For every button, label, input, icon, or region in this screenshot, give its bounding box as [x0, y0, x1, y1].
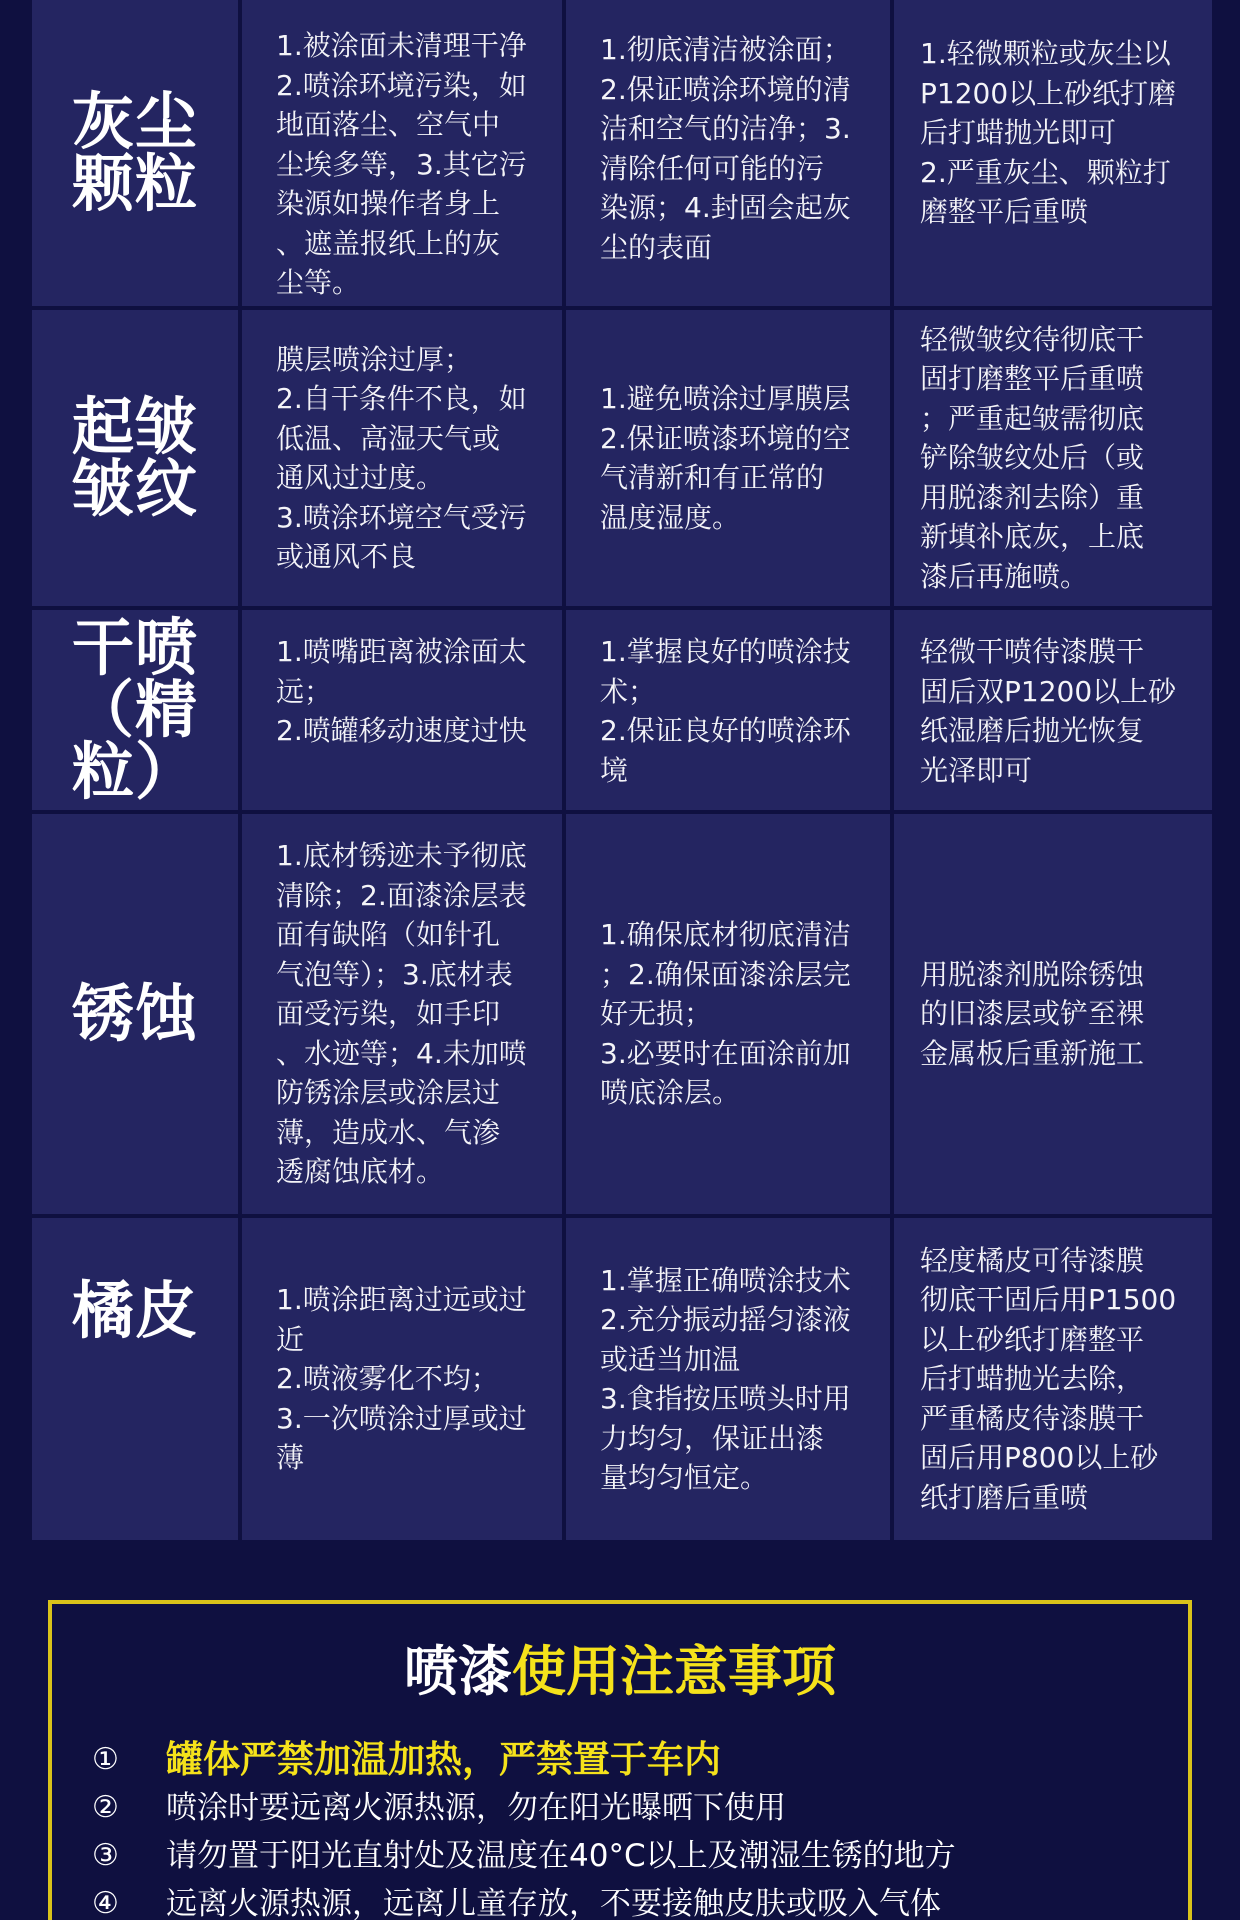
- remedy-cell: 1.轻微颗粒或灰尘以 P1200以上砂纸打磨 后打蜡抛光即可 2.严重灰尘、颗粒打 磨整平后重喷: [894, 0, 1212, 306]
- cause-cell: 膜层喷涂过厚； 2.自干条件不良，如 低温、高湿天气或 通风过过度。 3.喷涂环境空气受污 或通风不良: [242, 310, 562, 606]
- item-number: ④: [92, 1886, 119, 1920]
- defect-label: 灰尘 颗粒: [32, 0, 238, 306]
- cause-cell: 1.喷涂距离过远或过 近 2.喷液雾化不均； 3.一次喷涂过厚或过 薄: [242, 1218, 562, 1540]
- notice-item: [92, 1736, 1182, 1784]
- remedy-cell: 用脱漆剂脱除锈蚀 的旧漆层或铲至裸 金属板后重新施工: [894, 814, 1212, 1214]
- defect-label: 橘皮: [32, 1218, 238, 1540]
- remedy-cell: 轻度橘皮可待漆膜 彻底干固后用P1500 以上砂纸打磨整平 后打蜡抛光去除， 严重橘皮待漆膜干 固后用P800以上砂 纸打磨后重喷: [894, 1218, 1212, 1540]
- defect-label: 起皱 皱纹: [32, 310, 238, 606]
- paint-defects-table: [32, 0, 1208, 1552]
- remedy-cell: 轻微干喷待漆膜干 固后双P1200以上砂 纸湿磨后抛光恢复 光泽即可: [894, 610, 1212, 810]
- prevention-cell: 1.掌握正确喷涂技术 2.充分振动摇匀漆液 或适当加温 3.食指按压喷头时用 力均匀，保证出漆 量均匀恒定。: [566, 1218, 890, 1540]
- item-text: 远离火源热源，远离儿童存放，不要接触皮肤或吸入气体: [166, 1886, 941, 1920]
- cause-cell: 1.底材锈迹未予彻底 清除；2.面漆涂层表 面有缺陷（如针孔 气泡等）；3.底材表 面受污染，如手印 、水迹等；4.未加喷 防锈涂层或涂层过 薄，造成水、气渗 透腐蚀底材。: [242, 814, 562, 1214]
- notice-item: [92, 1832, 1182, 1880]
- usage-notice-box: [48, 1600, 1192, 1920]
- defect-label: 锈蚀: [32, 814, 238, 1214]
- notice-item: [92, 1784, 1182, 1832]
- item-text: 喷涂时要远离火源热源，勿在阳光曝晒下使用: [166, 1790, 786, 1826]
- prevention-cell: 1.避免喷涂过厚膜层 2.保证喷漆环境的空 气清新和有正常的 温度湿度。: [566, 310, 890, 606]
- item-number: ②: [92, 1790, 119, 1825]
- cause-cell: 1.被涂面未清理干净 2.喷涂环境污染，如 地面落尘、空气中 尘埃多等，3.其它污 染源如操作者身上 、遮盖报纸上的灰 尘等。: [242, 0, 562, 306]
- notice-item: [92, 1880, 1182, 1920]
- notice-title: 喷漆使用注意事项: [404, 1640, 836, 1703]
- cause-cell: 1.喷嘴距离被涂面太 远； 2.喷罐移动速度过快: [242, 610, 562, 810]
- remedy-cell: 轻微皱纹待彻底干 固打磨整平后重喷 ；严重起皱需彻底 铲除皱纹处后（或 用脱漆剂去除）重 新填补底灰，上底 漆后再施喷。: [894, 310, 1212, 606]
- prevention-cell: 1.彻底清洁被涂面； 2.保证喷涂环境的清 洁和空气的洁净；3. 清除任何可能的污 染源；4.封固会起灰 尘的表面: [566, 0, 890, 306]
- notice-list: [92, 1736, 1182, 1920]
- item-number: ①: [92, 1742, 119, 1777]
- prevention-cell: 1.确保底材彻底清洁 ；2.确保面漆涂层完 好无损； 3.必要时在面涂前加 喷底涂层。: [566, 814, 890, 1214]
- defect-label: 干喷 （精粒）: [32, 610, 238, 810]
- item-text: 罐体严禁加温加热，严禁置于车内: [166, 1738, 721, 1781]
- item-number: ③: [92, 1838, 119, 1873]
- prevention-cell: 1.掌握良好的喷涂技 术； 2.保证良好的喷涂环 境: [566, 610, 890, 810]
- item-text: 请勿置于阳光直射处及温度在40°C以上及潮湿生锈的地方: [166, 1838, 956, 1874]
